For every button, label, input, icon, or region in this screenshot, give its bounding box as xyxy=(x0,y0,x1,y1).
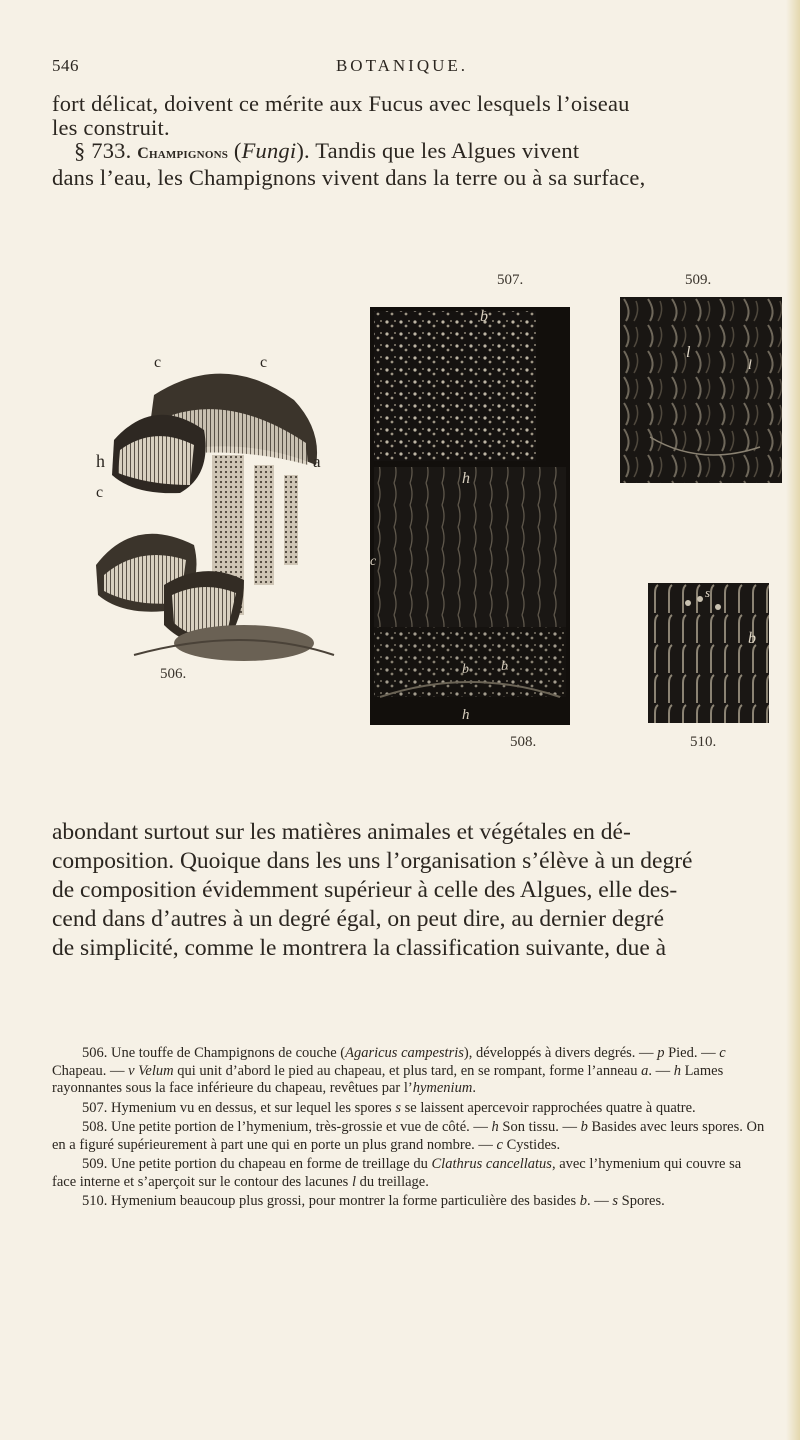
running-head xyxy=(52,56,752,80)
fig-506-label-c-top-right: c xyxy=(260,355,268,371)
section-mark: § 733. xyxy=(74,138,132,163)
fig-508-label-c: c xyxy=(370,554,377,569)
fig-508-label-b: b xyxy=(480,308,488,325)
caption-509-latin: Clathrus cancellatus xyxy=(431,1156,552,1172)
caption-509-text-c: du treillage. xyxy=(355,1173,429,1190)
caption-506-text-d: Chapeau. — xyxy=(52,1062,129,1079)
fig-509-label-l-1: l xyxy=(686,344,691,361)
fig-506-label-h: h xyxy=(96,451,105,471)
caption-506-text-a: 506. Une touffe de Champignons de couche ( xyxy=(82,1045,346,1061)
paren-close: ). xyxy=(296,138,310,163)
paragraph-2-line-2: composition. Quoique dans les uns l’organisation s’élève à un degré xyxy=(52,848,693,874)
fig-510-number: 510. xyxy=(690,734,717,750)
caption-506-text-g: . — xyxy=(648,1062,674,1079)
page-number: 546 xyxy=(52,56,79,75)
caption-507 xyxy=(52,1100,768,1118)
caption-510-text-c: . — xyxy=(586,1193,613,1209)
page-edge xyxy=(786,0,800,1440)
section-title: Champignons xyxy=(137,145,229,162)
caption-509 xyxy=(52,1156,768,1191)
caption-506-text-i: Lames rayonnantes sous la face inférieure du chapeau, revêtues par l’ xyxy=(52,1062,724,1096)
caption-506-velum: Velum xyxy=(138,1062,174,1079)
caption-506-text-j: . xyxy=(472,1080,476,1096)
caption-509-text-a: 509. Une petite portion du chapeau en forme de treillage du xyxy=(82,1156,432,1172)
paragraph-1 xyxy=(52,92,768,189)
caption-506-letter-v: v xyxy=(128,1062,135,1079)
fig-510-label-s: s xyxy=(705,585,711,600)
caption-508-text-b: Son tissu. — xyxy=(498,1119,581,1135)
caption-506-hymenium: hymenium xyxy=(412,1080,473,1096)
caption-510-text-a: 510. Hymenium beaucoup plus grossi, pour montrer la forme particulière des basides xyxy=(82,1193,580,1209)
paragraph-2-line-4: cend dans d’autres à un degré égal, on peut dire, au dernier degré xyxy=(52,906,665,932)
caption-510-letter-s: s xyxy=(612,1193,618,1209)
paragraph-1-line-2: les construit. xyxy=(52,114,170,140)
fig-508-hymenium-panel xyxy=(370,307,570,725)
caption-510-letter-b: b xyxy=(579,1193,587,1209)
caption-506-text-c: Pied. — xyxy=(664,1045,720,1061)
caption-507-letter-s: s xyxy=(395,1099,401,1116)
caption-508-letter-c: c xyxy=(496,1136,503,1153)
paragraph-2-line-1: abondant surtout sur les matières animales et végétales en dé- xyxy=(52,819,631,845)
caption-506-text-b: ), développés à divers degrés. — xyxy=(463,1045,658,1061)
caption-508-text-d: Cystides. xyxy=(502,1136,561,1153)
fig-506-number: 506. xyxy=(160,666,187,682)
fig-509-clathrus xyxy=(620,297,782,483)
fig-508-label-h-bottom: h xyxy=(462,707,470,723)
caption-506-latin: Agaricus campestris xyxy=(345,1045,464,1061)
caption-506-letter-a: a xyxy=(641,1062,649,1079)
section-733-line xyxy=(52,139,768,166)
caption-506 xyxy=(52,1045,768,1098)
figure-captions xyxy=(52,1045,768,1211)
caption-508-text-a: 508. Une petite portion de l’hymenium, très-grossie et vue de côté. — xyxy=(82,1119,492,1135)
fig-506-label-a: a xyxy=(313,452,321,471)
paragraph-1-line-1: fort délicat, doivent ce mérite aux Fucus avec lesquels l’oiseau xyxy=(52,91,630,116)
caption-509-text-b: , avec l’hymenium qui couvre sa face interne et s’aperçoit sur le contour des lacunes xyxy=(52,1156,742,1190)
paragraph-1-line-4: dans l’eau, les Champignons vivent dans la terre ou à sa surface, xyxy=(52,164,646,190)
caption-506-letter-h: h xyxy=(673,1062,681,1079)
paragraph-2-line-5: de simplicité, comme le montrera la classification suivante, due à xyxy=(52,935,667,961)
fig-508-number: 508. xyxy=(510,734,537,750)
fig-509-number: 509. xyxy=(685,272,712,288)
fig-508-label-b-low-2: b xyxy=(501,659,508,674)
fig-510-label-b: b xyxy=(748,630,756,647)
fig-506-label-c-top-left: c xyxy=(154,355,162,371)
caption-510-text-d: Spores. xyxy=(618,1193,665,1209)
caption-509-letter-l: l xyxy=(351,1173,356,1190)
fig-509-label-l-2: l xyxy=(748,358,752,373)
caption-506-letter-p: p xyxy=(657,1045,665,1061)
fig-506-label-c-left: c xyxy=(96,484,104,501)
section-733-rest: Tandis que les Algues vivent xyxy=(309,138,580,163)
running-title: BOTANIQUE. xyxy=(335,56,469,75)
fig-508-label-b-low-1: b xyxy=(462,662,469,677)
caption-507-text-a: 507. Hymenium vu en dessus, et sur lequel les spores xyxy=(82,1099,396,1116)
paragraph-2-line-3: de composition évidemment supérieur à celle des Algues, elle des- xyxy=(52,877,678,903)
fig-508-label-h-mid: h xyxy=(462,470,470,487)
paren-open: ( xyxy=(233,138,242,163)
fig-507-number: 507. xyxy=(497,272,524,288)
caption-508-letter-h: h xyxy=(491,1119,499,1135)
caption-507-text-b: se laissent apercevoir rapprochées quatre à quatre. xyxy=(400,1099,696,1116)
paragraph-2 xyxy=(52,818,768,963)
caption-506-text-f: qui unit d’abord le pied au chapeau, et plus tard, en se rompant, forme l’anneau xyxy=(173,1062,642,1079)
fig-506-mushrooms xyxy=(94,355,350,675)
caption-508-letter-b: b xyxy=(580,1119,588,1135)
caption-506-letter-c: c xyxy=(719,1045,726,1061)
caption-508 xyxy=(52,1119,768,1154)
caption-510 xyxy=(52,1193,768,1211)
caption-508-text-c: Basides avec leurs spores. On en a figuré supérieurement à part une qui en porte un plus grand nombre. — xyxy=(52,1119,765,1153)
latin-name: Fungi xyxy=(241,138,297,163)
fig-510-basides xyxy=(648,583,769,723)
